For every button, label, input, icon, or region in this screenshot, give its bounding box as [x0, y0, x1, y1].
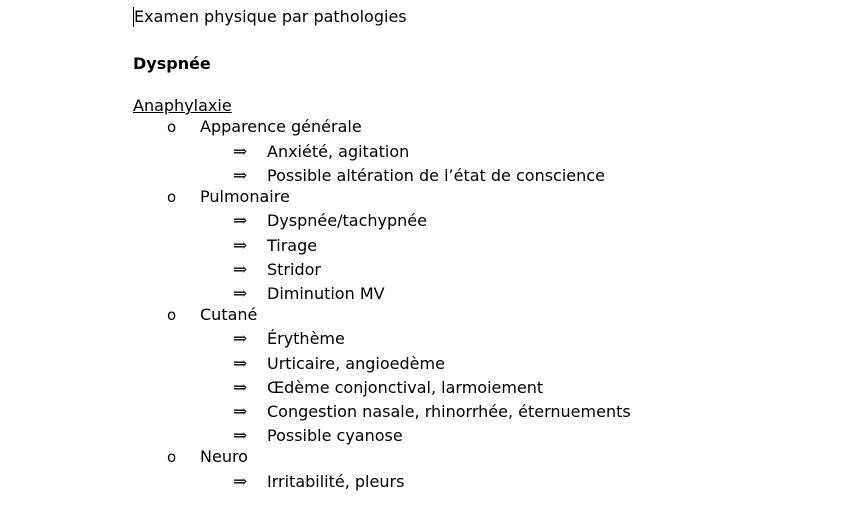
category-label: Neuro	[200, 447, 248, 466]
category-line	[167, 305, 257, 325]
list-item-text: Œdème conjonctival, larmoiement	[267, 378, 544, 397]
section-heading: Dyspnée	[133, 54, 211, 73]
list-item	[233, 166, 605, 186]
double-arrow-icon: ⇒	[233, 284, 248, 304]
list-item	[233, 329, 345, 349]
double-arrow-icon: ⇒	[233, 472, 248, 492]
list-item-text: Irritabilité, pleurs	[267, 472, 405, 491]
category-line	[167, 117, 362, 137]
list-item-text: Urticaire, angioedème	[267, 354, 445, 373]
list-item-text: Tirage	[267, 236, 318, 255]
list-item-text: Érythème	[267, 329, 345, 348]
list-item-text: Diminution MV	[267, 284, 385, 303]
double-arrow-icon: ⇒	[233, 354, 248, 374]
list-item-text: Dyspnée/tachypnée	[267, 211, 427, 230]
category-label: Pulmonaire	[200, 187, 290, 206]
circle-bullet-icon: o	[167, 306, 177, 324]
list-item	[233, 236, 317, 256]
list-item	[233, 260, 321, 280]
double-arrow-icon: ⇒	[233, 142, 248, 162]
double-arrow-icon: ⇒	[233, 426, 248, 446]
category-label: Cutané	[200, 305, 258, 324]
category-line	[167, 187, 290, 207]
list-item-text: Possible cyanose	[267, 426, 403, 445]
list-item-text: Stridor	[267, 260, 321, 279]
circle-bullet-icon: o	[167, 188, 177, 206]
list-item	[233, 472, 404, 492]
category-label: Apparence générale	[200, 117, 362, 136]
circle-bullet-icon: o	[167, 118, 177, 136]
list-item	[233, 426, 403, 446]
double-arrow-icon: ⇒	[233, 166, 248, 186]
circle-bullet-icon: o	[167, 448, 177, 466]
list-item-text: Anxiété, agitation	[267, 142, 410, 161]
double-arrow-icon: ⇒	[233, 378, 248, 398]
list-item	[233, 354, 445, 374]
list-item	[233, 402, 631, 422]
document-title: Examen physique par pathologies	[134, 7, 407, 26]
subsection-heading: Anaphylaxie	[133, 96, 232, 115]
list-item-text: Possible altération de l’état de conscience	[267, 166, 605, 185]
double-arrow-icon: ⇒	[233, 402, 248, 422]
double-arrow-icon: ⇒	[233, 211, 248, 231]
list-item	[233, 378, 543, 398]
double-arrow-icon: ⇒	[233, 329, 248, 349]
category-line	[167, 447, 248, 467]
list-item	[233, 142, 409, 162]
list-item-text: Congestion nasale, rhinorrhée, éternuements	[267, 402, 631, 421]
double-arrow-icon: ⇒	[233, 260, 248, 280]
list-item	[233, 284, 385, 304]
double-arrow-icon: ⇒	[233, 236, 248, 256]
list-item	[233, 211, 427, 231]
